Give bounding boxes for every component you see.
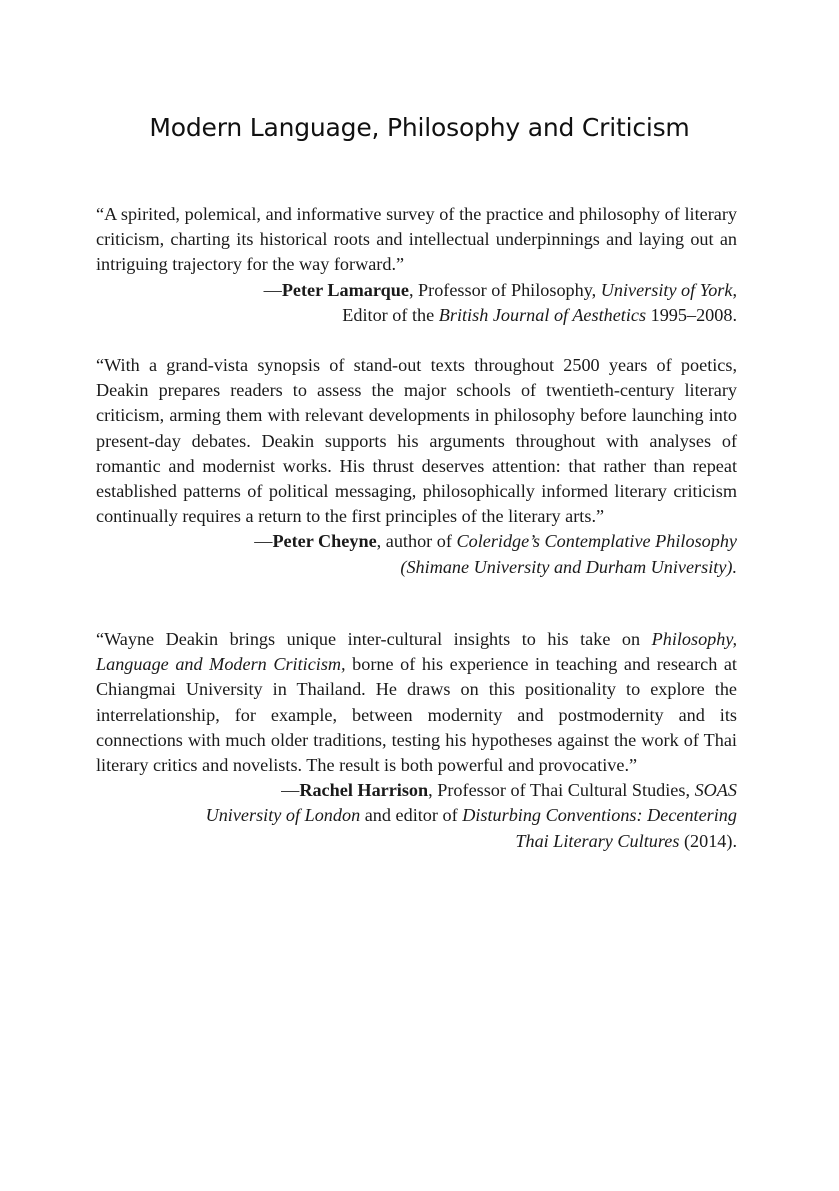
quote-text: borne of his experience in teaching and research at Chiangmai University in Thailand. He draws on this positionality to explore the interrelationship, for example, between modernity and postmodernity and its connections with much older traditions, testing his hypotheses against the work of Thai literary critics and novelists. The result is both powerful and provocative.” (96, 654, 737, 776)
endorser-affiliation: University of London (205, 805, 361, 826)
endorsement-blurb (96, 627, 737, 854)
attribution-dash: — (281, 780, 300, 801)
endorsement-attribution (96, 278, 737, 328)
endorser-affiliation: SOAS (694, 780, 737, 801)
endorser-role: , author of (376, 531, 457, 552)
endorser-name: Rachel Harrison (299, 780, 429, 801)
endorser-name: Peter Lamarque (281, 279, 409, 300)
endorser-years: (2014). (679, 830, 737, 851)
attribution-dash: — (263, 279, 282, 300)
endorser-years: 1995–2008. (646, 304, 737, 325)
endorser-role: , Professor of Thai Cultural Studies, (428, 780, 695, 801)
endorser-book: Coleridge’s Contemplative Philosophy (456, 531, 737, 552)
attribution-line (96, 803, 737, 828)
endorsement-blurb (96, 353, 737, 580)
endorser-name: Peter Cheyne (272, 531, 377, 552)
endorsement-attribution (96, 529, 737, 579)
endorser-role: , Professor of Philosophy, (408, 279, 601, 300)
endorser-role-end: , (732, 279, 737, 300)
endorsement-quote: “With a grand-vista synopsis of stand-out texts throughout 2500 years of poetics, Deakin prepares readers to assess the major schools of twentieth-century literary criticism, arming them with relevant developments in philosophy before launching into present-day debates. Deakin supports his arguments throughout with analyses of romantic and modernist works. His thrust deserves attention: that rather than repeat established patterns of political messaging, philosophically informed literary criticism continually requires a return to the first principles of the literary arts.” (96, 355, 737, 527)
endorsement-quote: “A spirited, polemical, and informative survey of the practice and philosophy of literary criticism, charting its historical roots and intellectual underpinnings and laying out an intriguing trajectory for the way forward.” (96, 204, 737, 275)
endorser-journal: British Journal of Aesthetics (438, 304, 647, 325)
endorser-book: Disturbing Conventions: Decentering (462, 805, 737, 826)
attribution-line (96, 278, 737, 303)
attribution-line (96, 529, 737, 554)
attribution-line (96, 303, 737, 328)
quote-text: “Wayne Deakin brings unique inter-cultural insights to his take on (96, 629, 652, 649)
quoted-book-title: Philosophy, Language and Modern Criticism, (96, 629, 737, 675)
attribution-line (96, 555, 737, 580)
endorser-book: Thai Literary Cultures (515, 830, 680, 851)
endorser-editorship: Editor of the (342, 304, 439, 325)
attribution-line (96, 778, 737, 803)
endorsement-quote (96, 627, 737, 778)
endorser-affiliation: University of York (600, 279, 733, 300)
attribution-line (96, 829, 737, 854)
endorsement-blurb (96, 202, 737, 328)
page-title: Modern Language, Philosophy and Criticism (149, 113, 690, 142)
endorser-role: and editor of (360, 805, 463, 826)
endorser-affiliation: (Shimane University and Durham University). (400, 556, 737, 577)
endorsement-attribution (96, 778, 737, 854)
attribution-dash: — (254, 531, 273, 552)
